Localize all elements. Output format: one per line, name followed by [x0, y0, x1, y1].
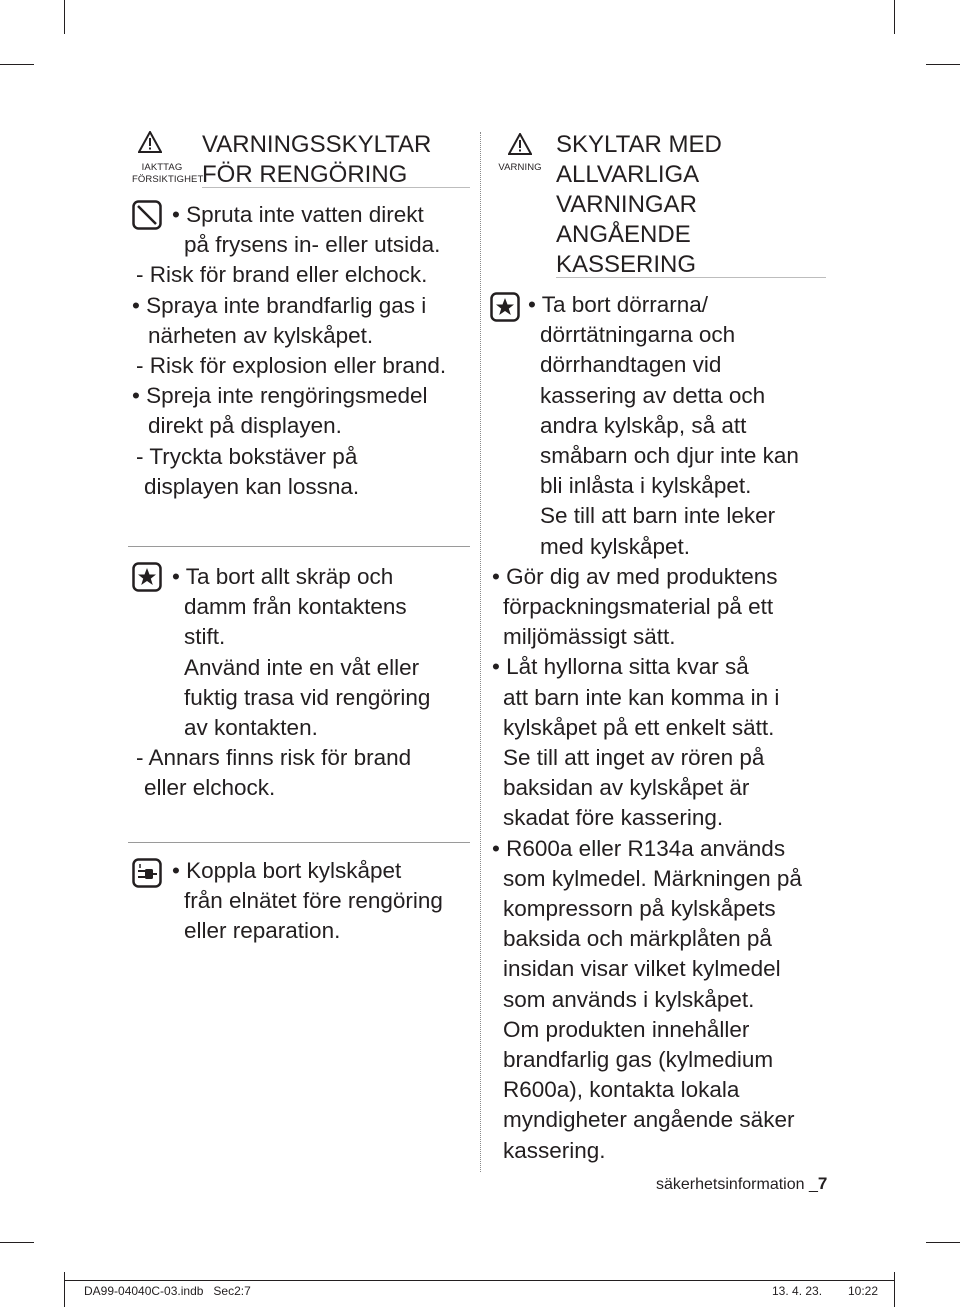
slug-date: 13. 4. 23. [772, 1284, 823, 1298]
text-line: dörrhandtagen vid [540, 352, 722, 378]
text-line: av kontakten. [184, 715, 318, 741]
prohibited-icon [132, 200, 162, 230]
page-footer [656, 1174, 827, 1194]
column-divider [480, 132, 481, 1172]
text-line: • Spraya inte brandfarlig gas i [132, 292, 427, 318]
crop-mark [0, 64, 34, 65]
text-line: på frysens in- eller utsida. [184, 232, 441, 258]
crop-mark [64, 0, 65, 34]
text-line: miljömässigt sätt. [503, 624, 676, 650]
title-line: ANGÅENDE [556, 221, 691, 248]
text-line: andra kylskåp, så att [540, 412, 747, 438]
warning-triangle-icon [508, 133, 532, 155]
caution-label [132, 162, 204, 186]
text-line: Se till att inget av rören på [503, 745, 765, 771]
title-line: SKYLTAR MED [556, 131, 722, 158]
title-line: ALLVARLIGA [556, 161, 700, 188]
text-line: som används i kylskåpet. [503, 986, 755, 1012]
text-line: - Tryckta bokstäver på [136, 443, 358, 469]
text-line: kylskåpet på ett enkelt sätt. [503, 714, 775, 740]
section-title [556, 130, 722, 280]
text-line: att barn inte kan komma in i [503, 684, 780, 710]
disposal-text [488, 290, 826, 1166]
title-line: VARNINGSSKYLTAR [202, 131, 432, 158]
text-line: skadat före kassering. [503, 805, 724, 831]
text-line: - Annars finns risk för brand [136, 745, 412, 771]
warning-heading [488, 128, 826, 278]
right-column [488, 128, 826, 1163]
section-title [202, 130, 431, 190]
text-line: från elnätet före rengöring [184, 888, 443, 914]
caution-triangle-icon [138, 131, 162, 153]
text-line: baksidan av kylskåpet är [503, 775, 750, 801]
text-line: kassering. [503, 1137, 606, 1163]
text-line: • Ta bort dörrarna/ [528, 292, 709, 317]
text-line: med kylskåpet. [540, 533, 691, 559]
text-line: Om produkten innehåller [503, 1016, 750, 1042]
text-line: fuktig trasa vid rengöring [184, 684, 431, 710]
text-line: eller reparation. [184, 918, 341, 944]
text-line: förpackningsmaterial på ett [503, 594, 774, 620]
text-line: direkt på displayen. [148, 413, 342, 439]
title-line: FÖR RENGÖRING [202, 161, 408, 188]
section-rule [128, 842, 470, 843]
text-line: bli inlåsta i kylskåpet. [540, 473, 752, 499]
text-line: • Låt hyllorna sitta kvar så [492, 654, 749, 680]
title-line: KASSERING [556, 251, 697, 278]
left-column [128, 128, 470, 944]
caution-label-text: IAKTTAG FÖRSIKTIGHET [132, 162, 204, 185]
clean-plug-text [130, 562, 470, 804]
text-line: kassering av detta och [540, 382, 766, 408]
heading-rule [202, 187, 470, 188]
text-line: displayen kan lossna. [144, 473, 360, 499]
no-spray-block [130, 200, 470, 502]
footer-section-name: säkerhetsinformation _ [656, 1176, 818, 1193]
text-line: dörrtätningarna och [540, 322, 736, 348]
slug-line [64, 1280, 895, 1301]
caution-heading [128, 128, 470, 188]
slug-file: DA99-04040C-03.indb Sec2:7 [84, 1284, 251, 1298]
text-line: - Risk för explosion eller brand. [136, 353, 447, 379]
important-star-icon [490, 292, 520, 322]
text-line: som kylmedel. Märkningen på [503, 865, 802, 891]
text-line: småbarn och djur inte kan [540, 443, 799, 469]
text-line: kompressorn på kylskåpets [503, 896, 776, 922]
heading-rule [556, 277, 826, 278]
important-star-icon [132, 562, 162, 592]
no-spray-text [130, 200, 470, 502]
slug-time: 10:22 [848, 1284, 879, 1298]
warning-label [488, 162, 552, 174]
title-line: VARNINGAR [556, 191, 697, 218]
unplug-icon [132, 858, 162, 888]
text-line: • Spreja inte rengöringsmedel [132, 383, 428, 409]
clean-plug-block [130, 562, 470, 804]
warning-label-text: VARNING [498, 162, 542, 173]
text-line: Se till att barn inte leker [540, 503, 776, 529]
crop-mark [926, 1242, 960, 1243]
text-line: • Ta bort allt skräp och [172, 564, 394, 589]
text-line: • R600a eller R134a används [492, 835, 786, 861]
text-line: • Koppla bort kylskåpet [172, 858, 402, 883]
text-line: brandfarlig gas (kylmedium [503, 1047, 774, 1073]
text-line: - Risk för brand eller elchock. [136, 262, 428, 288]
text-line: damm från kontaktens [184, 594, 407, 620]
text-line: eller elchock. [144, 775, 276, 801]
crop-mark [0, 1242, 34, 1243]
unplug-text [130, 856, 470, 947]
disposal-block [488, 290, 826, 1166]
section-rule [128, 546, 470, 547]
unplug-block [130, 856, 470, 947]
text-line: • Spruta inte vatten direkt [172, 202, 424, 227]
text-line: myndigheter angående säker [503, 1107, 795, 1133]
crop-mark [894, 0, 895, 34]
crop-mark [926, 64, 960, 65]
text-line: insidan visar vilket kylmedel [503, 956, 781, 982]
text-line: stift. [184, 624, 226, 650]
page-number: 7 [817, 1174, 828, 1193]
text-line: • Gör dig av med produktens [492, 563, 778, 589]
text-line: R600a), kontakta lokala [503, 1077, 740, 1103]
text-line: baksida och märkplåten på [503, 926, 772, 952]
text-line: närheten av kylskåpet. [148, 322, 374, 348]
text-line: Använd inte en våt eller [184, 654, 420, 680]
